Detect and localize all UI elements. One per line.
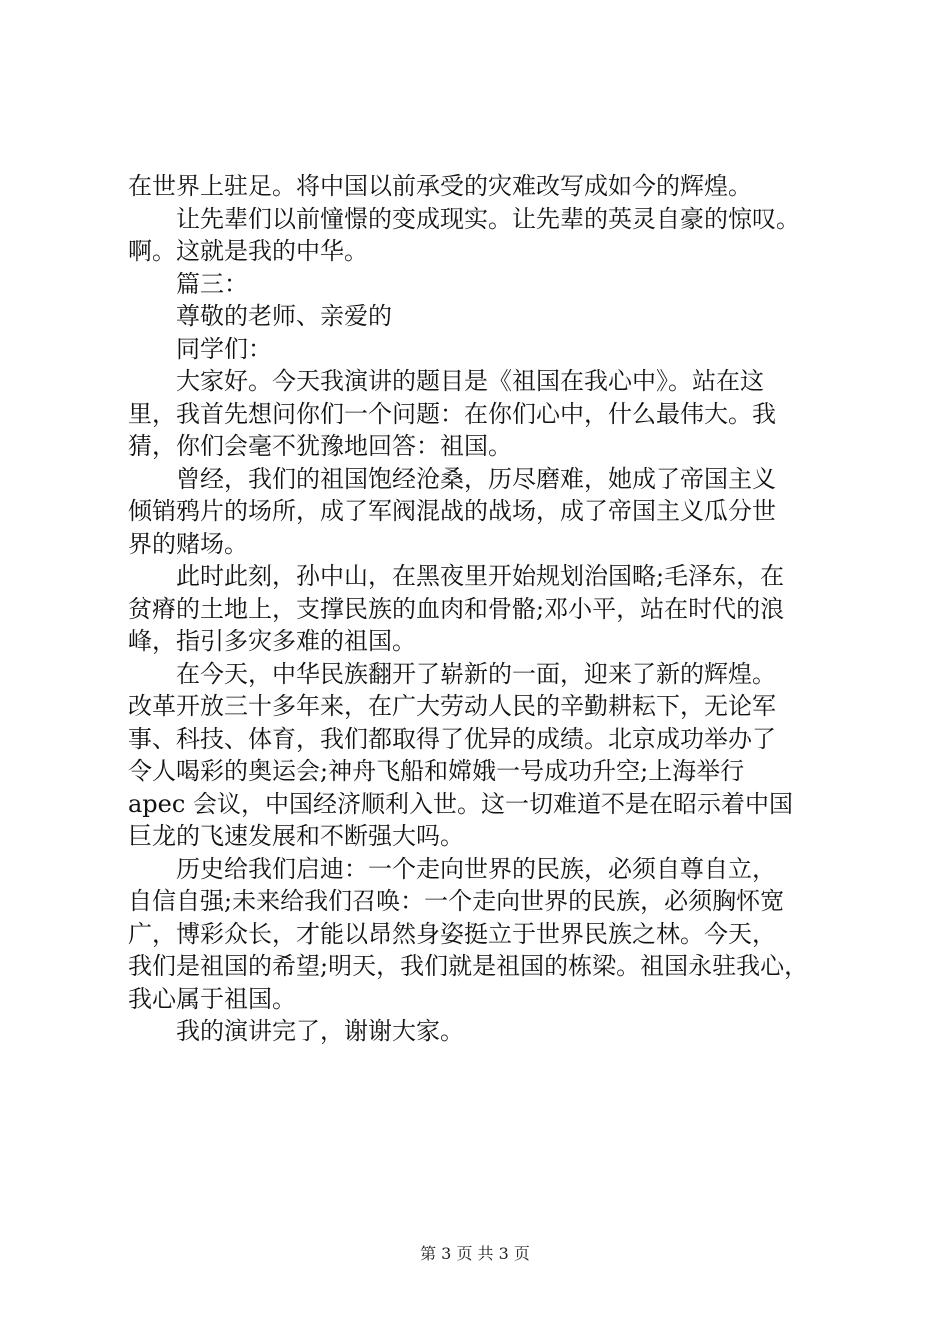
salutation-line: 同学们： [176,334,272,363]
text-line: 里，我首先想问你们一个问题：在你们心中，什么最伟大。我 [128,399,776,428]
text-line: 此时此刻，孙中山，在黑夜里开始规划治国略;毛泽东，在 [176,562,785,590]
closing-line: 我的演讲完了，谢谢大家。 [176,1017,464,1045]
text-line: 巨龙的飞速发展和不断强大吗。 [128,822,464,850]
text-line: 在今天，中华民族翻开了崭新的一面，迎来了新的辉煌。 [176,659,776,688]
document-body [128,170,868,1048]
text-line: 猜，你们会毫不犹豫地回答：祖国。 [128,432,512,460]
text-line: 历史给我们启迪：一个走向世界的民族，必须自尊自立， [176,854,776,883]
page-number-footer: 第 3 页 共 3 页 [420,1244,530,1263]
text-line: 事、科技、体育，我们都取得了优异的成绩。北京成功举办了 [128,724,776,753]
text-line: 令人喝彩的奥运会;神舟飞船和嫦娥一号成功升空;上海举行 [128,757,745,785]
text-line: 广，博彩众长，才能以昂然身姿挺立于世界民族之林。今天， [128,919,776,948]
text-line: 改革开放三十多年来，在广大劳动人民的辛勤耕耘下，无论军 [128,692,776,720]
text-line: 自信自强;未来给我们召唤：一个走向世界的民族，必须胸怀宽 [128,887,785,915]
text-line: 曾经，我们的祖国饱经沧桑，历尽磨难，她成了帝国主义 [176,464,776,493]
section-heading: 篇三： [176,269,248,298]
text-line: 啊。这就是我的中华。 [128,237,368,265]
text-line: 在世界上驻足。将中国以前承受的灾难改写成如今的辉煌。 [128,172,752,200]
salutation-line: 尊敬的老师、亲爱的 [176,302,392,330]
text-line: 峰，指引多灾多难的祖国。 [128,627,416,655]
text-line: 界的赌场。 [128,529,248,558]
text-line: 让先辈们以前憧憬的变成现实。让先辈的英灵自豪的惊叹。 [176,204,800,233]
text-line: 大家好。今天我演讲的题目是《祖国在我心中》。站在这 [176,367,764,395]
text-line: apec 会议，中国经济顺利入世。这一切难道不是在昭示着中国 [128,789,793,818]
text-line: 我心属于祖国。 [128,984,296,1013]
text-line: 贫瘠的土地上，支撑民族的血肉和骨骼;邓小平，站在时代的浪 [128,594,785,623]
text-line: 倾销鸦片的场所，成了军阀混战的战场，成了帝国主义瓜分世 [128,497,776,525]
text-line: 我们是祖国的希望;明天，我们就是祖国的栋梁。祖国永驻我心， [128,952,809,980]
